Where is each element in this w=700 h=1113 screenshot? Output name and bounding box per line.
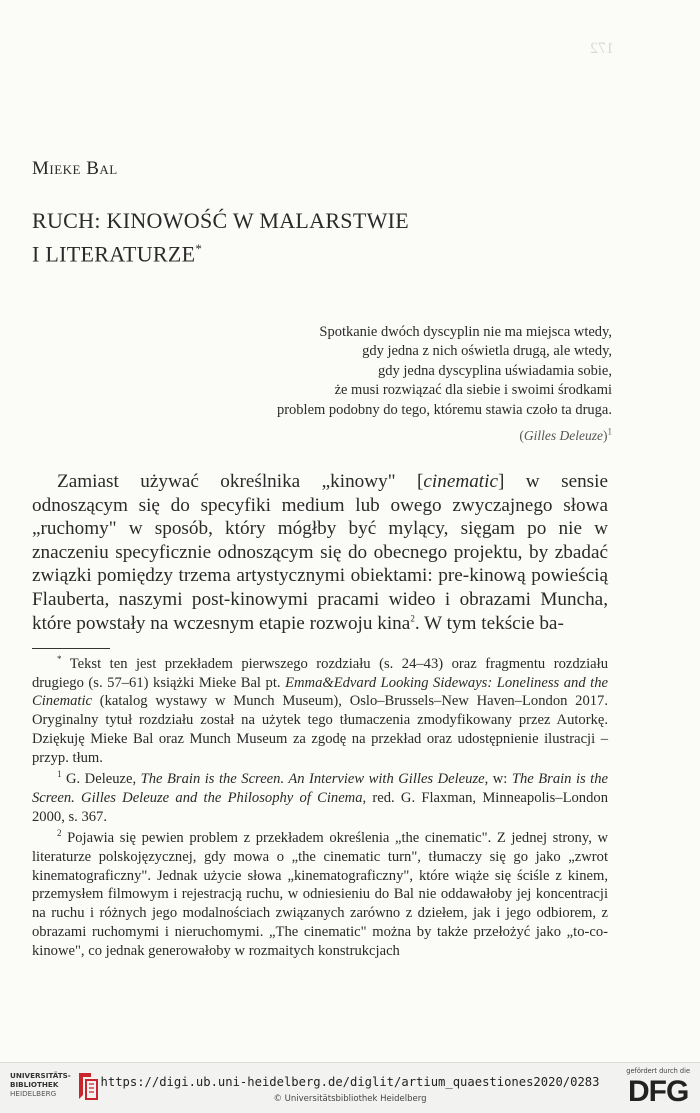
footnote-2: $^2$ Pojawia się pewien problem z przekładem określenia „the cinematic". Z jednej strony, w literaturze polskojęzycznej, gdy mowa o „the cinematic turn", tłumaczy się go jako „zwrot kinematograficzny". Jednak użycie słowa „kinematograficzny", które wiąże się ściśle z kinem, przemysłem filmowym i rejestracją ruchu, w odniesieniu do Bal nie oddawałoby jej koncentracji na ruchu i różnych jego modalnościach związanych zarówno z dziełem, jak i jego odbiorem, z obrazami ruchomymi i nieruchomymi. „The cinematic" można by także przełożyć jako „to-co-kinowe", co jednak generowałoby w rozmaitych konstrukcjach	[32, 828, 608, 959]
epigraph-attribution: (Gilles Deleuze)$^1$	[519, 426, 612, 444]
epigraph-author: Gilles Deleuze	[523, 428, 603, 444]
footnotes	[32, 655, 608, 963]
epigraph-line: gdy jedna dyscyplina uświadamia sobie,	[378, 362, 612, 379]
dfg-wordmark: DFG	[627, 1075, 689, 1108]
footnote-1: $^1$ G. Deleuze, The Brain is the Screen. An Interview with Gilles Deleuze, w: The Brain is the Screen. Gilles Deleuze and the Philosophy of Cinema, red. G. Flaxman, Minneapolis–London 2000, s. 367.	[32, 769, 609, 825]
epigraph-line: problem podobny do tego, któremu stawia czoło ta druga.	[276, 401, 612, 418]
library-name: UNIVERSITÄTS- BIBLIOTHEK HEIDELBERG	[10, 1071, 71, 1098]
footnote-star: * Tekst ten jest przekładem pierwszego rozdziału (s. 24–43) oraz fragmentu rozdziału drugiego (s. 57–61) książki Mieke Bal pt. Emma&Edvard Looking Sideways: Loneliness and the Cinematic (katalog wystawy w Munch Museum), Oslo–Brussels–New Haven–London 2017. Oryginalny tytuł rozdziału został na użytek tego tłumaczenia zmodyfikowany przez Autorkę. Dziękuję Mieke Bal oraz Munch Museum za zgodę na przekład oraz udostępnienie ilustracji – przyp. tłum.	[32, 654, 609, 766]
body-paragraph: Zamiast używać określnika „kinowy" [cinematic] w sensie odnoszącym się do specyfiki medium lub owego zwyczajnego słowa „ruchomy" w sposób, który mógłby być mylący, sięgam po nie w znaczeniu specyficznie odnoszącym się do obecnego projektu, by zbadać związki pomiędzy trzema artystycznymi obiektami: pre-kinową powieścią Flauberta, naszymi post-kinowymi pracami wideo i obrazami Muncha, które powstały na wczesnym etapie rozwoju kina$^2$. W tym tekście ba-	[32, 471, 608, 634]
footnote-divider	[32, 648, 110, 649]
copyright-notice: © Universitätsbibliothek Heidelberg	[273, 1094, 427, 1104]
epigraph-line: Spotkanie dwóch dyscyplin nie ma miejsca wtedy,	[319, 324, 612, 340]
funded-by-label: gefördert durch die	[626, 1067, 690, 1075]
permalink-url[interactable]: https://digi.ub.uni-heidelberg.de/diglit/artium_quaestiones2020/0283	[100, 1075, 600, 1089]
footnote-ref-1: 1	[607, 426, 612, 437]
title-line-2: I LITERATURZE	[32, 241, 196, 267]
bleed-through-text: 172	[590, 40, 614, 57]
epigraph-line: gdy jedna z nich oświetla drugą, ale wtedy,	[362, 343, 612, 360]
dfg-logo[interactable]	[626, 1067, 690, 1107]
epigraph-line: że musi rozwiązać dla siebie i swoimi środkami	[334, 382, 612, 399]
title-line-1: RUCH: KINOWOŚĆ W MALARSTWIE	[32, 208, 410, 233]
epigraph	[232, 323, 612, 445]
article-title	[32, 207, 409, 268]
viewer-footer	[0, 1062, 700, 1113]
author-name: Mieke Bal	[32, 158, 118, 179]
title-footnote-marker: *	[195, 241, 203, 256]
footnote-ref-2: 2	[410, 613, 415, 624]
